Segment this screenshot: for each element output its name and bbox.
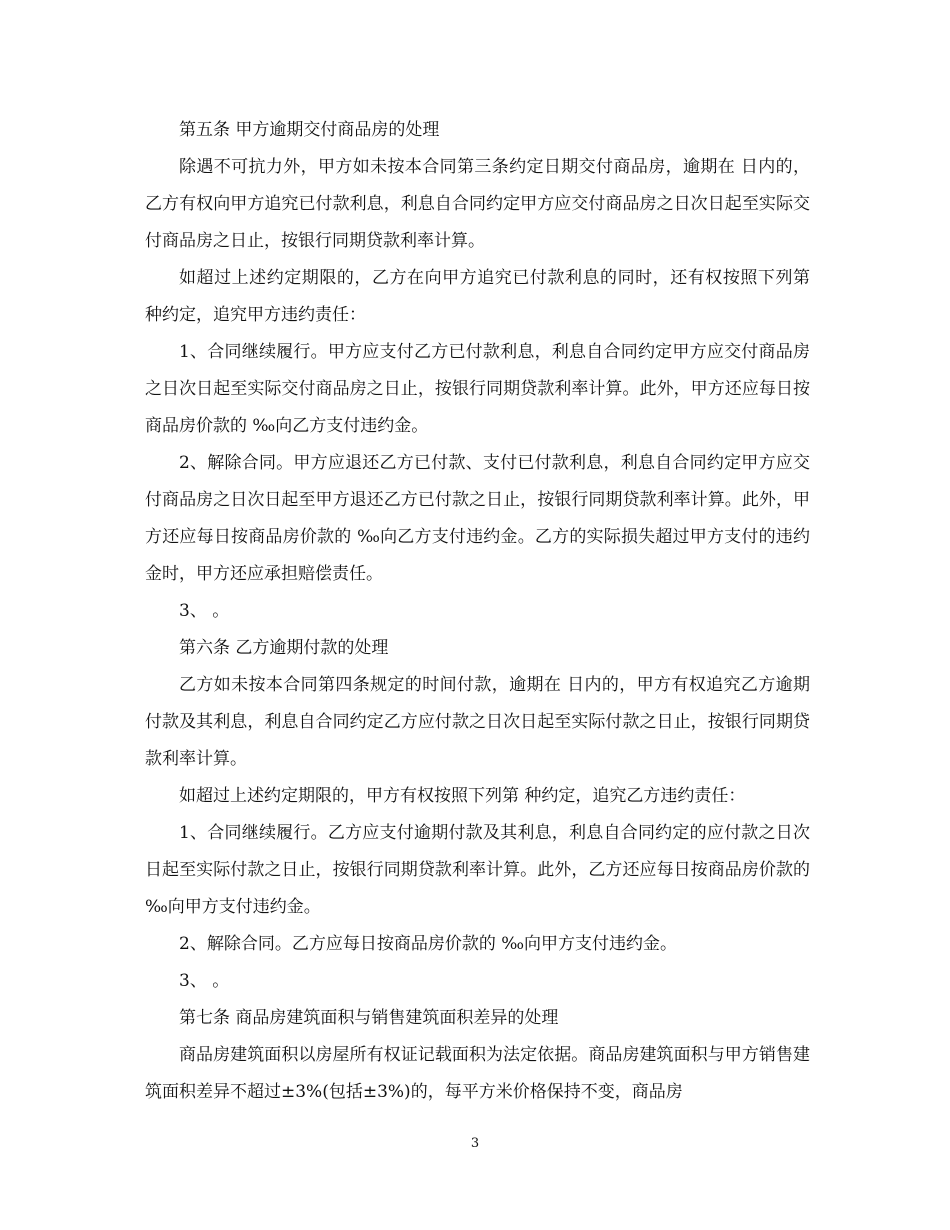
document-body — [145, 112, 816, 1111]
page-number: 3 — [470, 1136, 480, 1151]
article-5-item-3: 3、 。 — [179, 601, 230, 621]
article-6-heading: 第六条 乙方逾期付款的处理 — [179, 638, 389, 658]
article-6-item-2: 2、解除合同。乙方应每日按商品房价款的 ‰向甲方支付违约金。 — [179, 934, 678, 954]
article-6-item-3: 3、 。 — [179, 971, 230, 991]
article-7-heading: 第七条 商品房建筑面积与销售建筑面积差异的处理 — [179, 1008, 559, 1028]
article-6-paragraph-1: 乙方如未按本合同第四条规定的时间付款，逾期在 日内的，甲方有权追究乙方逾期付款及其利息，利息自合同约定乙方应付款之日次日起至实际付款之日止，按银行同期贷款利率计算。 — [145, 675, 810, 769]
article-7-paragraph-1: 商品房建筑面积以房屋所有权证记载面积为法定依据。商品房建筑面积与甲方销售建筑面积差异不超过±3%(包括±3%)的，每平方米价格保持不变，商品房 — [145, 1045, 810, 1102]
article-5-item-2: 2、解除合同。甲方应退还乙方已付款、支付已付款利息，利息自合同约定甲方应交付商品房之日次日起至甲方退还乙方已付款之日止，按银行同期贷款利率计算。此外，甲方还应每日按商品房价款的 ‰向乙方支付违约金。乙方的实际损失超过甲方支付的违约金时，甲方还应承担赔偿责任。 — [145, 453, 810, 584]
article-5-paragraph-2: 如超过上述约定期限的，乙方在向甲方追究已付款利息的同时，还有权按照下列第 种约定，追究甲方违约责任： — [145, 268, 816, 325]
article-5-item-1: 1、合同继续履行。甲方应支付乙方已付款利息，利息自合同约定甲方应交付商品房之日次日起至实际交付商品房之日止，按银行同期贷款利率计算。此外，甲方还应每日按商品房价款的 ‰向乙方支付违约金。 — [145, 342, 810, 436]
article-5-heading: 第五条 甲方逾期交付商品房的处理 — [179, 120, 440, 140]
article-6-item-1: 1、合同继续履行。乙方应支付逾期付款及其利息，利息自合同约定的应付款之日次日起至实际付款之日止，按银行同期贷款利率计算。此外，乙方还应每日按商品房价款的 ‰向甲方支付违约金。 — [145, 823, 816, 917]
article-5-paragraph-1: 除遇不可抗力外，甲方如未按本合同第三条约定日期交付商品房，逾期在 日内的，乙方有权向甲方追究已付款利息，利息自合同约定甲方应交付商品房之日次日起至实际交付商品房之日止，按银行同期贷款利率计算。 — [145, 157, 810, 251]
article-6-paragraph-2: 如超过上述约定期限的，甲方有权按照下列第 种约定，追究乙方违约责任： — [179, 786, 746, 806]
